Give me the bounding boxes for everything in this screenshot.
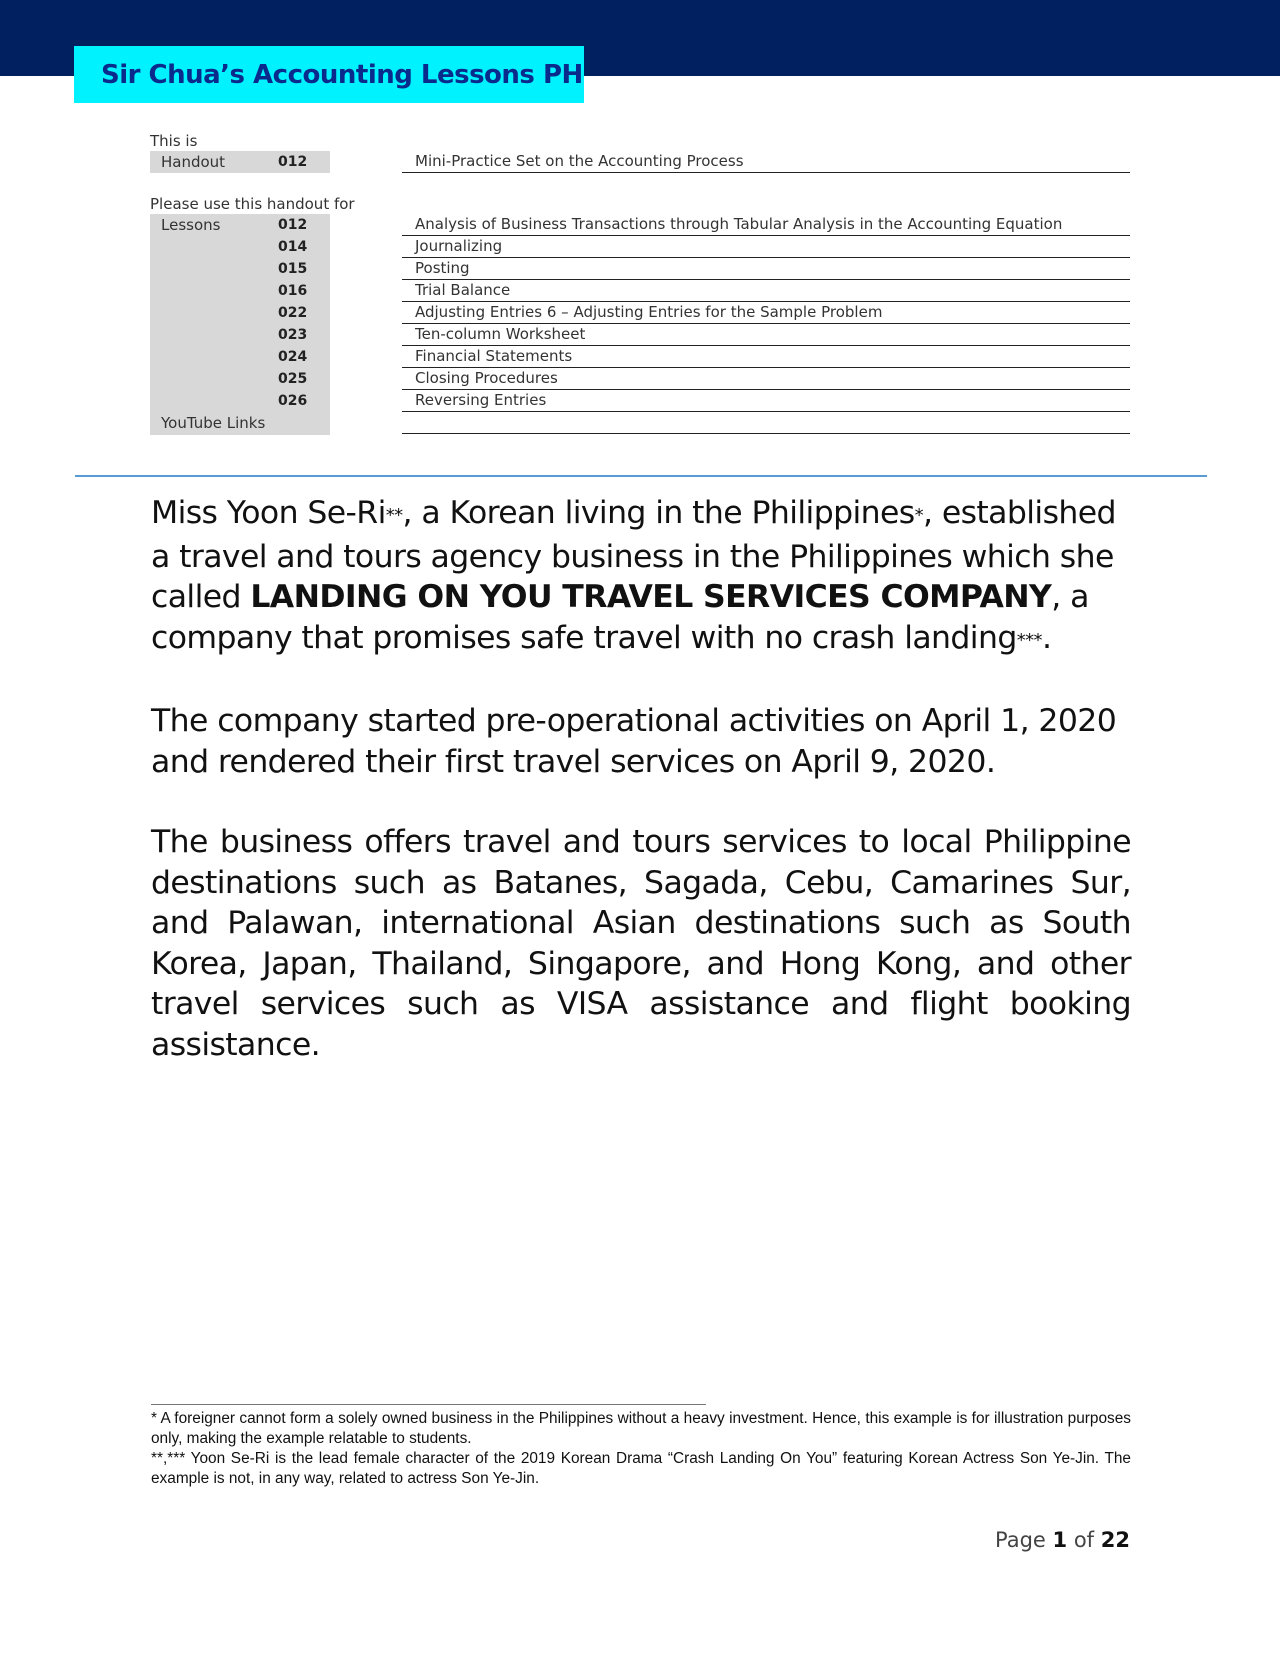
lesson-title: Adjusting Entries 6 – Adjusting Entries for the Sample Problem bbox=[402, 302, 1130, 324]
lesson-number: 016 bbox=[278, 283, 308, 299]
handout-title: Mini-Practice Set on the Accounting Process bbox=[402, 151, 1130, 173]
text-run: , a Korean living in the Philippines bbox=[402, 495, 915, 531]
lesson-number: 025 bbox=[278, 371, 308, 387]
use-label: Please use this handout for bbox=[150, 195, 355, 213]
youtube-link-line bbox=[402, 412, 1130, 434]
text-run: , established a travel and tours agency business in the Philippines which she called bbox=[151, 495, 1116, 615]
paragraph-services: The business offers travel and tours services to local Philippine destinations such as Batanes, Sagada, Cebu, Camarines Sur, and Palawan, international Asian destinations such as South Korea, Japan, Thailand, Singapore, and Hong Kong, and other travel services such as VISA assistance and flight booking assistance. bbox=[151, 824, 1131, 1063]
company-name: LANDING ON YOU TRAVEL SERVICES COMPANY bbox=[250, 579, 1052, 615]
intro-label: This is bbox=[150, 132, 198, 150]
lesson-title: Reversing Entries bbox=[402, 390, 1130, 412]
lesson-number: 014 bbox=[278, 239, 308, 255]
handout-number: 012 bbox=[278, 154, 308, 170]
body-text bbox=[151, 493, 1131, 1105]
page-of: of bbox=[1073, 1528, 1095, 1552]
lesson-title: Posting bbox=[402, 258, 1130, 280]
page-prefix: Page bbox=[994, 1528, 1046, 1552]
lessons-label: Lessons bbox=[161, 216, 221, 234]
section-divider bbox=[75, 475, 1207, 477]
lesson-number: 026 bbox=[278, 393, 308, 409]
footnote-marker: * bbox=[914, 505, 923, 526]
page-total: 22 bbox=[1100, 1528, 1130, 1552]
footnote: * A foreigner cannot form a solely owned business in the Philippines without a heavy investment. Hence, this example is for illustration purposes only, making the example relatable to students. bbox=[151, 1410, 1131, 1447]
lesson-title: Analysis of Business Transactions through Tabular Analysis in the Accounting Equation bbox=[402, 214, 1130, 236]
lesson-number: 023 bbox=[278, 327, 308, 343]
paragraph-dates: The company started pre-operational activities on April 1, 2020 and rendered their first travel services on April 9, 2020. bbox=[151, 703, 1117, 780]
lesson-number: 015 bbox=[278, 261, 308, 277]
lesson-number: 024 bbox=[278, 349, 308, 365]
footnote-marker: *** bbox=[1016, 629, 1042, 651]
paragraph-intro bbox=[151, 493, 1131, 661]
footnote-separator bbox=[151, 1404, 706, 1405]
lesson-title: Closing Procedures bbox=[402, 368, 1130, 390]
lesson-number: 012 bbox=[278, 217, 308, 233]
text-run: . bbox=[1041, 619, 1052, 656]
footnotes bbox=[151, 1409, 1131, 1489]
lesson-title: Journalizing bbox=[402, 236, 1130, 258]
footnote: **,*** Yoon Se-Ri is the lead female character of the 2019 Korean Drama “Crash Landing On You” featuring Korean Actress Son Ye-Jin. The example is not, in any way, related to actress Son Ye-Jin. bbox=[151, 1450, 1131, 1487]
page-number bbox=[995, 1528, 1130, 1552]
handout-label: Handout bbox=[161, 153, 226, 171]
text-run: Miss Yoon Se-Ri bbox=[151, 495, 386, 531]
text-run: , a company that promises safe travel with no crash landing bbox=[151, 579, 1089, 656]
lesson-number: 022 bbox=[278, 305, 308, 321]
lesson-title: Trial Balance bbox=[402, 280, 1130, 302]
page-current: 1 bbox=[1052, 1528, 1068, 1552]
brand-label: Sir Chua’s Accounting Lessons PH bbox=[74, 46, 584, 103]
lesson-title: Ten-column Worksheet bbox=[402, 324, 1130, 346]
footnote-marker: ** bbox=[385, 505, 403, 526]
youtube-label: YouTube Links bbox=[161, 414, 266, 432]
handout-info bbox=[150, 130, 1130, 440]
lesson-title: Financial Statements bbox=[402, 346, 1130, 368]
